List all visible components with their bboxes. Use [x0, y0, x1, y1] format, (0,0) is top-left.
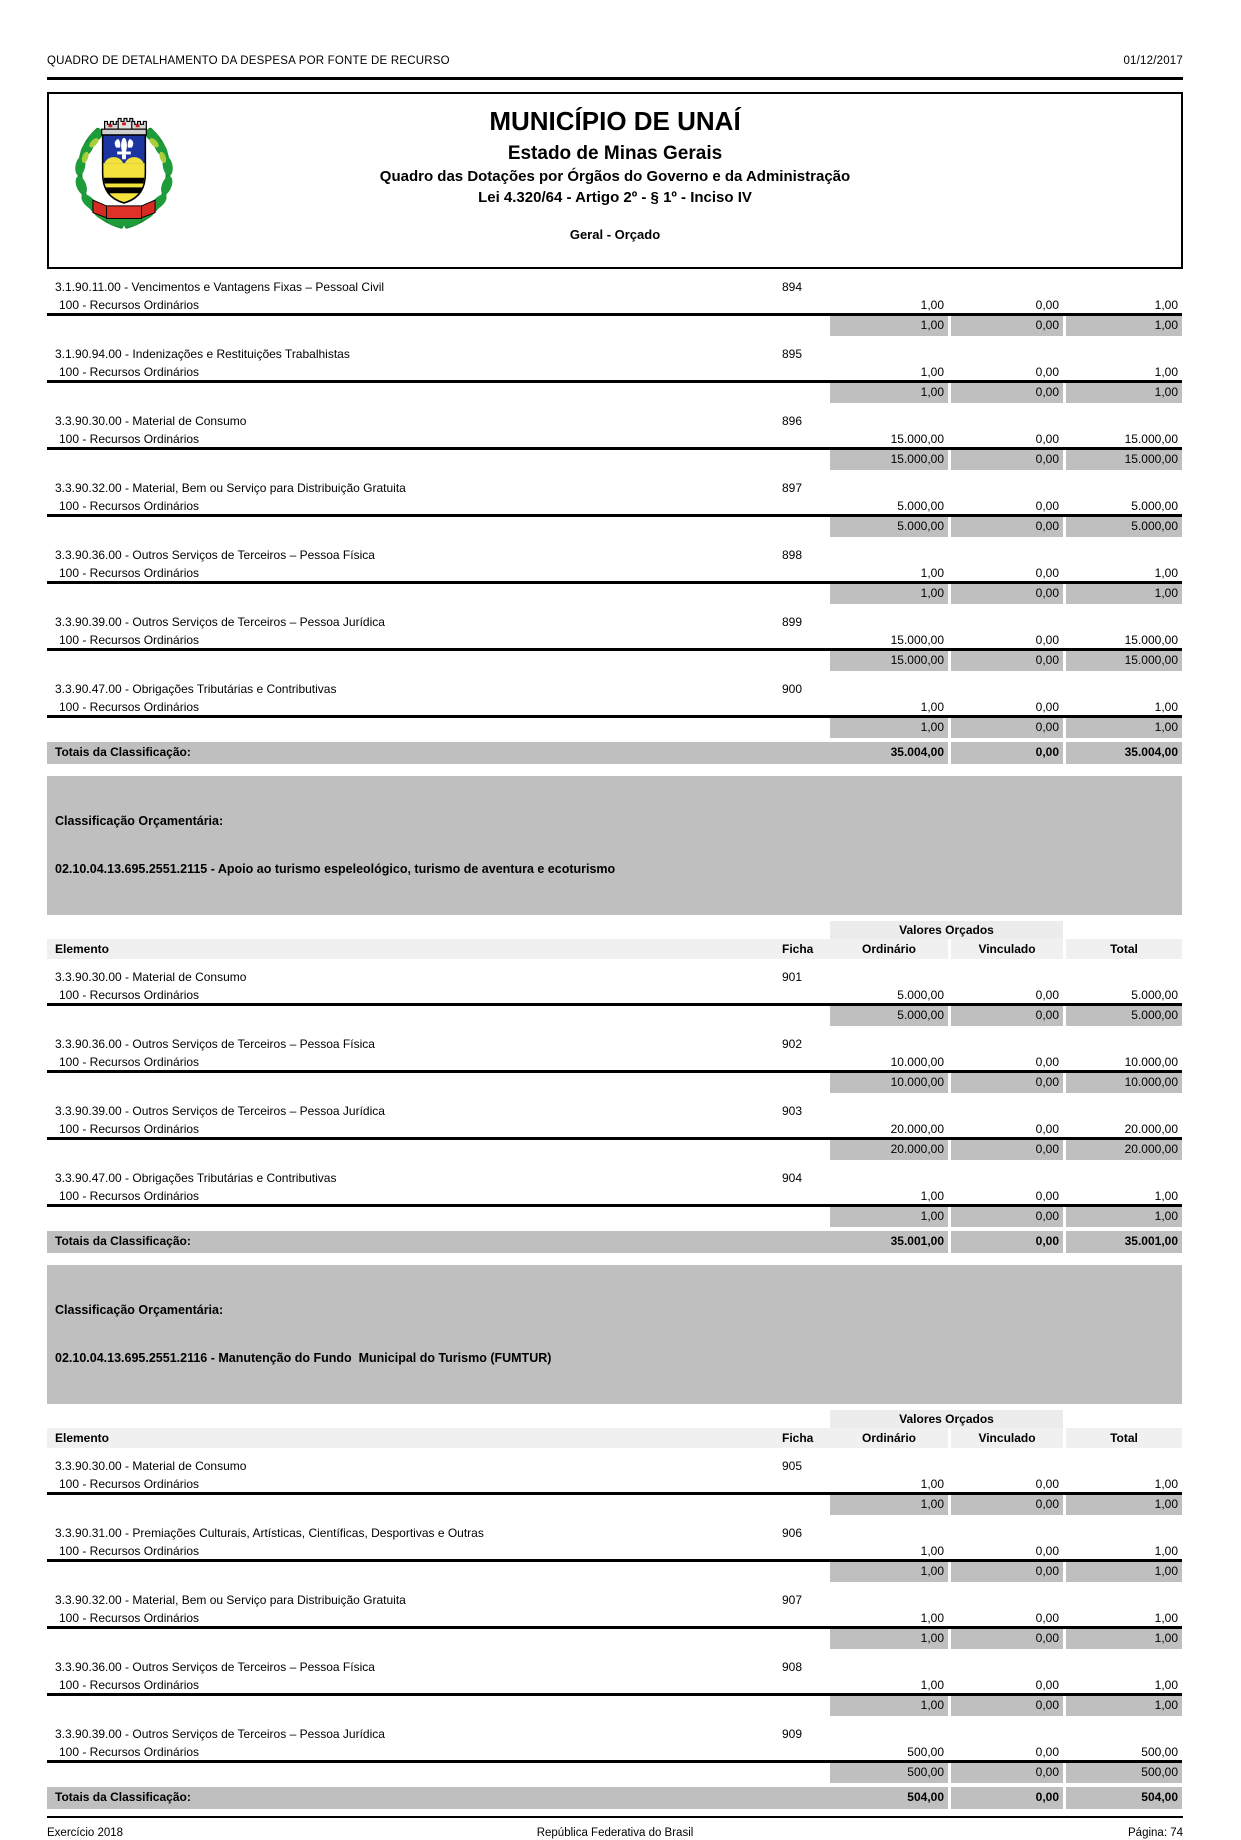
ordinario-value: 5.000,00 — [897, 499, 944, 513]
element-code-name: 3.3.90.32.00 - Material, Bem ou Serviço para Distribuição Gratuita — [55, 1593, 406, 1607]
total-value: 5.000,00 — [1131, 988, 1178, 1002]
subtotal-vinculado-value: 0,00 — [951, 584, 1063, 604]
ordinario-value: 1,00 — [920, 298, 944, 312]
valores-orcados-label: Valores Orçados — [830, 1410, 1063, 1428]
column-header-ordinario: Ordinário — [861, 942, 916, 956]
scope-label: Geral - Orçado — [569, 227, 661, 242]
subtotal-vinculado-value: 0,00 — [951, 383, 1063, 403]
vinculado-value: 0,00 — [1035, 432, 1059, 446]
column-header-ficha: Ficha — [782, 1431, 814, 1445]
classification-code: 02.10.04.13.695.2551.2115 - Apoio ao turismo espeleológico, turismo de aventura e ecoturismo — [55, 862, 616, 876]
totals-ordinario-value: 504,00 — [830, 1787, 948, 1809]
resource-source-label: 100 - Recursos Ordinários — [59, 365, 200, 379]
ficha-number: 908 — [782, 1660, 803, 1674]
totals-vinculado-value: 0,00 — [951, 1231, 1063, 1253]
column-header-total: Total — [1110, 942, 1138, 956]
resource-row — [47, 1608, 1182, 1629]
classification-label: Classificação Orçamentária: — [55, 1303, 224, 1317]
totals-total-value: 504,00 — [1066, 1787, 1182, 1809]
budget-item — [47, 1592, 1182, 1649]
subtotal-vinculado-value: 0,00 — [951, 316, 1063, 336]
budget-item — [47, 1525, 1182, 1582]
subtotal-vinculado-value: 0,00 — [951, 1562, 1063, 1582]
subtotal-row — [47, 316, 1182, 336]
element-row — [47, 480, 1182, 496]
column-header-elemento: Elemento — [55, 1431, 110, 1445]
element-row — [47, 681, 1182, 697]
subtotal-total-value: 10.000,00 — [1066, 1073, 1182, 1093]
total-value: 15.000,00 — [1124, 633, 1178, 647]
subtotal-row — [47, 1140, 1182, 1160]
resource-row — [47, 563, 1182, 584]
element-code-name: 3.1.90.94.00 - Indenizações e Restituições Trabalhistas — [55, 347, 350, 361]
subtotal-total-value: 1,00 — [1066, 1629, 1182, 1649]
ficha-number: 901 — [782, 970, 803, 984]
resource-source-label: 100 - Recursos Ordinários — [59, 1544, 200, 1558]
subtotal-vinculado-value: 0,00 — [951, 1073, 1063, 1093]
vinculado-value: 0,00 — [1035, 1055, 1059, 1069]
resource-source-label: 100 - Recursos Ordinários — [59, 633, 200, 647]
total-value: 1,00 — [1154, 700, 1178, 714]
element-code-name: 3.3.90.39.00 - Outros Serviços de Terceiros – Pessoa Jurídica — [55, 615, 385, 629]
classification-code: 02.10.04.13.695.2551.2116 - Manutenção do Fundo Municipal do Turismo (FUMTUR) — [55, 1351, 552, 1365]
resource-source-label: 100 - Recursos Ordinários — [59, 1745, 200, 1759]
vinculado-value: 0,00 — [1035, 1477, 1059, 1491]
subtotal-ordinario-value: 15.000,00 — [830, 450, 948, 470]
classification-totals-row — [47, 742, 1182, 764]
budget-item — [47, 1659, 1182, 1716]
subtotal-row — [47, 1073, 1182, 1093]
resource-row — [47, 1675, 1182, 1696]
subtotal-ordinario-value: 10.000,00 — [830, 1073, 948, 1093]
subtotal-row — [47, 651, 1182, 671]
ordinario-value: 1,00 — [920, 1544, 944, 1558]
subtitle-line2: Lei 4.320/64 - Artigo 2º - § 1º - Inciso IV — [478, 189, 752, 206]
subtotal-row — [47, 1006, 1182, 1026]
footer-divider — [47, 1816, 1183, 1818]
page-header — [47, 55, 1183, 68]
ordinario-value: 500,00 — [907, 1745, 944, 1759]
valores-orcados-band — [47, 921, 1182, 939]
ordinario-value: 1,00 — [920, 566, 944, 580]
element-code-name: 3.3.90.39.00 - Outros Serviços de Terceiros – Pessoa Jurídica — [55, 1104, 385, 1118]
vinculado-value: 0,00 — [1035, 1678, 1059, 1692]
vinculado-value: 0,00 — [1035, 633, 1059, 647]
budget-item — [47, 1036, 1182, 1093]
subtotal-ordinario-value: 1,00 — [830, 383, 948, 403]
subtotal-row — [47, 1207, 1182, 1227]
report-date: 01/12/2017 — [1123, 55, 1183, 67]
ficha-number: 897 — [782, 481, 803, 495]
vinculado-value: 0,00 — [1035, 298, 1059, 312]
subtotal-ordinario-value: 1,00 — [830, 1495, 948, 1515]
resource-row — [47, 1474, 1182, 1495]
subtotal-row — [47, 1629, 1182, 1649]
ordinario-value: 1,00 — [920, 1611, 944, 1625]
subtotal-ordinario-value: 20.000,00 — [830, 1140, 948, 1160]
subtotal-total-value: 1,00 — [1066, 383, 1182, 403]
subtotal-ordinario-value: 1,00 — [830, 1696, 948, 1716]
subtotal-total-value: 20.000,00 — [1066, 1140, 1182, 1160]
total-value: 5.000,00 — [1131, 499, 1178, 513]
coat-of-arms-icon — [65, 102, 183, 234]
totals-ordinario-value: 35.004,00 — [830, 742, 948, 764]
resource-row — [47, 1052, 1182, 1073]
resource-row — [47, 985, 1182, 1006]
subtotal-vinculado-value: 0,00 — [951, 718, 1063, 738]
vinculado-value: 0,00 — [1035, 499, 1059, 513]
ficha-number: 909 — [782, 1727, 803, 1741]
ficha-number: 899 — [782, 615, 803, 629]
budget-item — [47, 614, 1182, 671]
resource-row — [47, 1186, 1182, 1207]
subtotal-vinculado-value: 0,00 — [951, 1495, 1063, 1515]
budget-item — [47, 547, 1182, 604]
element-row — [47, 1103, 1182, 1119]
valores-orcados-label: Valores Orçados — [830, 921, 1063, 939]
resource-source-label: 100 - Recursos Ordinários — [59, 1122, 200, 1136]
state-title: Estado de Minas Gerais — [507, 143, 723, 164]
resource-source-label: 100 - Recursos Ordinários — [59, 499, 200, 513]
subtotal-total-value: 15.000,00 — [1066, 450, 1182, 470]
ficha-number: 904 — [782, 1171, 803, 1185]
resource-source-label: 100 - Recursos Ordinários — [59, 1477, 200, 1491]
resource-source-label: 100 - Recursos Ordinários — [59, 1678, 200, 1692]
resource-row — [47, 1742, 1182, 1763]
resource-source-label: 100 - Recursos Ordinários — [59, 1055, 200, 1069]
element-row — [47, 279, 1182, 295]
resource-source-label: 100 - Recursos Ordinários — [59, 1611, 200, 1625]
subtotal-ordinario-value: 5.000,00 — [830, 1006, 948, 1026]
element-code-name: 3.3.90.30.00 - Material de Consumo — [55, 1459, 247, 1473]
budget-table — [47, 279, 1182, 1809]
budget-item — [47, 480, 1182, 537]
resource-row — [47, 429, 1182, 450]
element-code-name: 3.3.90.30.00 - Material de Consumo — [55, 970, 247, 984]
subtotal-total-value: 1,00 — [1066, 1696, 1182, 1716]
subtotal-ordinario-value: 5.000,00 — [830, 517, 948, 537]
subtotal-vinculado-value: 0,00 — [951, 1763, 1063, 1783]
ordinario-value: 1,00 — [920, 365, 944, 379]
resource-source-label: 100 - Recursos Ordinários — [59, 566, 200, 580]
element-code-name: 3.3.90.36.00 - Outros Serviços de Terceiros – Pessoa Física — [55, 548, 375, 562]
ficha-number: 895 — [782, 347, 803, 361]
budget-item — [47, 681, 1182, 738]
footer-page-number: Página: 74 — [1128, 1827, 1184, 1839]
ordinario-value: 15.000,00 — [890, 633, 944, 647]
subtotal-total-value: 1,00 — [1066, 316, 1182, 336]
ficha-number: 896 — [782, 414, 803, 428]
subtotal-row — [47, 718, 1182, 738]
subtotal-vinculado-value: 0,00 — [951, 517, 1063, 537]
totals-total-value: 35.004,00 — [1066, 742, 1182, 764]
budget-item — [47, 413, 1182, 470]
element-row — [47, 346, 1182, 362]
subtotal-total-value: 1,00 — [1066, 584, 1182, 604]
column-header-vinculado: Vinculado — [978, 942, 1036, 956]
subtotal-ordinario-value: 1,00 — [830, 1629, 948, 1649]
resource-row — [47, 630, 1182, 651]
element-code-name: 3.3.90.47.00 - Obrigações Tributárias e Contributivas — [55, 682, 337, 696]
totals-total-value: 35.001,00 — [1066, 1231, 1182, 1253]
column-header-total: Total — [1110, 1431, 1138, 1445]
report-title: QUADRO DE DETALHAMENTO DA DESPESA POR FONTE DE RECURSO — [47, 55, 450, 67]
resource-row — [47, 1119, 1182, 1140]
classification-band — [47, 1265, 1182, 1404]
total-value: 1,00 — [1154, 1678, 1178, 1692]
ordinario-value: 10.000,00 — [890, 1055, 944, 1069]
vinculado-value: 0,00 — [1035, 1611, 1059, 1625]
subtitle-line1: Quadro das Dotações por Órgãos do Governo e da Administração — [379, 168, 851, 185]
column-header-elemento: Elemento — [55, 942, 110, 956]
subtotal-total-value: 15.000,00 — [1066, 651, 1182, 671]
subtotal-row — [47, 383, 1182, 403]
ordinario-value: 15.000,00 — [890, 432, 944, 446]
vinculado-value: 0,00 — [1035, 1189, 1059, 1203]
subtotal-ordinario-value: 1,00 — [830, 1207, 948, 1227]
totals-vinculado-value: 0,00 — [951, 742, 1063, 764]
vinculado-value: 0,00 — [1035, 1544, 1059, 1558]
resource-row — [47, 697, 1182, 718]
element-row — [47, 547, 1182, 563]
total-value: 500,00 — [1141, 1745, 1178, 1759]
ficha-number: 905 — [782, 1459, 803, 1473]
vinculado-value: 0,00 — [1035, 566, 1059, 580]
subtotal-row — [47, 1696, 1182, 1716]
subtotal-row — [47, 1562, 1182, 1582]
total-value: 1,00 — [1154, 1611, 1178, 1625]
column-header-row — [47, 1428, 1182, 1448]
element-row — [47, 1726, 1182, 1742]
ficha-number: 906 — [782, 1526, 803, 1540]
totals-label: Totais da Classificação: — [47, 1787, 830, 1809]
element-row — [47, 1592, 1182, 1608]
budget-item — [47, 279, 1182, 336]
total-value: 10.000,00 — [1124, 1055, 1178, 1069]
subtotal-total-value: 1,00 — [1066, 1562, 1182, 1582]
column-header-ordinario: Ordinário — [861, 1431, 916, 1445]
resource-row — [47, 362, 1182, 383]
subtotal-vinculado-value: 0,00 — [951, 450, 1063, 470]
total-value: 1,00 — [1154, 1544, 1178, 1558]
totals-ordinario-value: 35.001,00 — [830, 1231, 948, 1253]
ficha-number: 903 — [782, 1104, 803, 1118]
header-divider — [47, 77, 1183, 80]
footer-country: República Federativa do Brasil — [536, 1827, 694, 1839]
budget-item — [47, 1458, 1182, 1515]
resource-source-label: 100 - Recursos Ordinários — [59, 988, 200, 1002]
classification-totals-row — [47, 1231, 1182, 1253]
subtotal-vinculado-value: 0,00 — [951, 1207, 1063, 1227]
budget-item — [47, 969, 1182, 1026]
municipality-title: MUNICÍPIO DE UNAÍ — [489, 106, 741, 136]
subtotal-row — [47, 450, 1182, 470]
totals-label: Totais da Classificação: — [47, 1231, 830, 1253]
total-value: 15.000,00 — [1124, 432, 1178, 446]
element-row — [47, 1036, 1182, 1052]
ficha-number: 902 — [782, 1037, 803, 1051]
resource-row — [47, 1541, 1182, 1562]
valores-orcados-band — [47, 1410, 1182, 1428]
page-footer — [47, 1827, 1183, 1840]
document-header — [47, 92, 1183, 269]
subtotal-ordinario-value: 1,00 — [830, 1562, 948, 1582]
resource-row — [47, 496, 1182, 517]
ordinario-value: 1,00 — [920, 1477, 944, 1491]
subtotal-row — [47, 517, 1182, 537]
ordinario-value: 20.000,00 — [890, 1122, 944, 1136]
ficha-number: 898 — [782, 548, 803, 562]
column-header-row — [47, 939, 1182, 959]
resource-source-label: 100 - Recursos Ordinários — [59, 1189, 200, 1203]
element-code-name: 3.3.90.30.00 - Material de Consumo — [55, 414, 247, 428]
totals-vinculado-value: 0,00 — [951, 1787, 1063, 1809]
element-code-name: 3.3.90.36.00 - Outros Serviços de Terceiros – Pessoa Física — [55, 1037, 375, 1051]
element-code-name: 3.3.90.32.00 - Material, Bem ou Serviço para Distribuição Gratuita — [55, 481, 406, 495]
budget-item — [47, 1103, 1182, 1160]
ordinario-value: 5.000,00 — [897, 988, 944, 1002]
ficha-number: 894 — [782, 280, 803, 294]
resource-source-label: 100 - Recursos Ordinários — [59, 700, 200, 714]
subtotal-total-value: 1,00 — [1066, 1207, 1182, 1227]
subtotal-ordinario-value: 500,00 — [830, 1763, 948, 1783]
totals-label: Totais da Classificação: — [47, 742, 830, 764]
subtotal-vinculado-value: 0,00 — [951, 651, 1063, 671]
subtotal-total-value: 1,00 — [1066, 1495, 1182, 1515]
ordinario-value: 1,00 — [920, 700, 944, 714]
subtotal-vinculado-value: 0,00 — [951, 1629, 1063, 1649]
subtotal-ordinario-value: 15.000,00 — [830, 651, 948, 671]
vinculado-value: 0,00 — [1035, 1745, 1059, 1759]
total-value: 1,00 — [1154, 1477, 1178, 1491]
budget-item — [47, 346, 1182, 403]
classification-band — [47, 776, 1182, 915]
budget-item — [47, 1170, 1182, 1227]
subtotal-total-value: 5.000,00 — [1066, 517, 1182, 537]
vinculado-value: 0,00 — [1035, 700, 1059, 714]
subtotal-row — [47, 1763, 1182, 1783]
element-code-name: 3.3.90.39.00 - Outros Serviços de Terceiros – Pessoa Jurídica — [55, 1727, 385, 1741]
total-value: 1,00 — [1154, 1189, 1178, 1203]
classification-totals-row — [47, 1787, 1182, 1809]
subtotal-vinculado-value: 0,00 — [951, 1140, 1063, 1160]
element-row — [47, 413, 1182, 429]
total-value: 20.000,00 — [1124, 1122, 1178, 1136]
budget-item — [47, 1726, 1182, 1783]
element-row — [47, 1659, 1182, 1675]
element-row — [47, 614, 1182, 630]
resource-source-label: 100 - Recursos Ordinários — [59, 432, 200, 446]
footer-exercise: Exercício 2018 — [47, 1827, 124, 1839]
vinculado-value: 0,00 — [1035, 365, 1059, 379]
subtotal-total-value: 5.000,00 — [1066, 1006, 1182, 1026]
ordinario-value: 1,00 — [920, 1678, 944, 1692]
ordinario-value: 1,00 — [920, 1189, 944, 1203]
element-row — [47, 1170, 1182, 1186]
ficha-number: 900 — [782, 682, 803, 696]
subtotal-row — [47, 1495, 1182, 1515]
subtotal-vinculado-value: 0,00 — [951, 1006, 1063, 1026]
element-row — [47, 1458, 1182, 1474]
subtotal-ordinario-value: 1,00 — [830, 718, 948, 738]
vinculado-value: 0,00 — [1035, 1122, 1059, 1136]
subtotal-ordinario-value: 1,00 — [830, 584, 948, 604]
classification-label: Classificação Orçamentária: — [55, 814, 224, 828]
ficha-number: 907 — [782, 1593, 803, 1607]
resource-row — [47, 295, 1182, 316]
element-row — [47, 1525, 1182, 1541]
element-row — [47, 969, 1182, 985]
total-value: 1,00 — [1154, 566, 1178, 580]
column-header-ficha: Ficha — [782, 942, 814, 956]
subtotal-total-value: 500,00 — [1066, 1763, 1182, 1783]
subtotal-vinculado-value: 0,00 — [951, 1696, 1063, 1716]
column-header-vinculado: Vinculado — [978, 1431, 1036, 1445]
element-code-name: 3.3.90.31.00 - Premiações Culturais, Artísticas, Científicas, Desportivas e Outras — [55, 1526, 484, 1540]
element-code-name: 3.3.90.36.00 - Outros Serviços de Terceiros – Pessoa Física — [55, 1660, 375, 1674]
element-code-name: 3.1.90.11.00 - Vencimentos e Vantagens Fixas – Pessoal Civil — [55, 280, 385, 294]
subtotal-total-value: 1,00 — [1066, 718, 1182, 738]
vinculado-value: 0,00 — [1035, 988, 1059, 1002]
total-value: 1,00 — [1154, 365, 1178, 379]
element-code-name: 3.3.90.47.00 - Obrigações Tributárias e Contributivas — [55, 1171, 337, 1185]
subtotal-ordinario-value: 1,00 — [830, 316, 948, 336]
resource-source-label: 100 - Recursos Ordinários — [59, 298, 200, 312]
total-value: 1,00 — [1154, 298, 1178, 312]
subtotal-row — [47, 584, 1182, 604]
